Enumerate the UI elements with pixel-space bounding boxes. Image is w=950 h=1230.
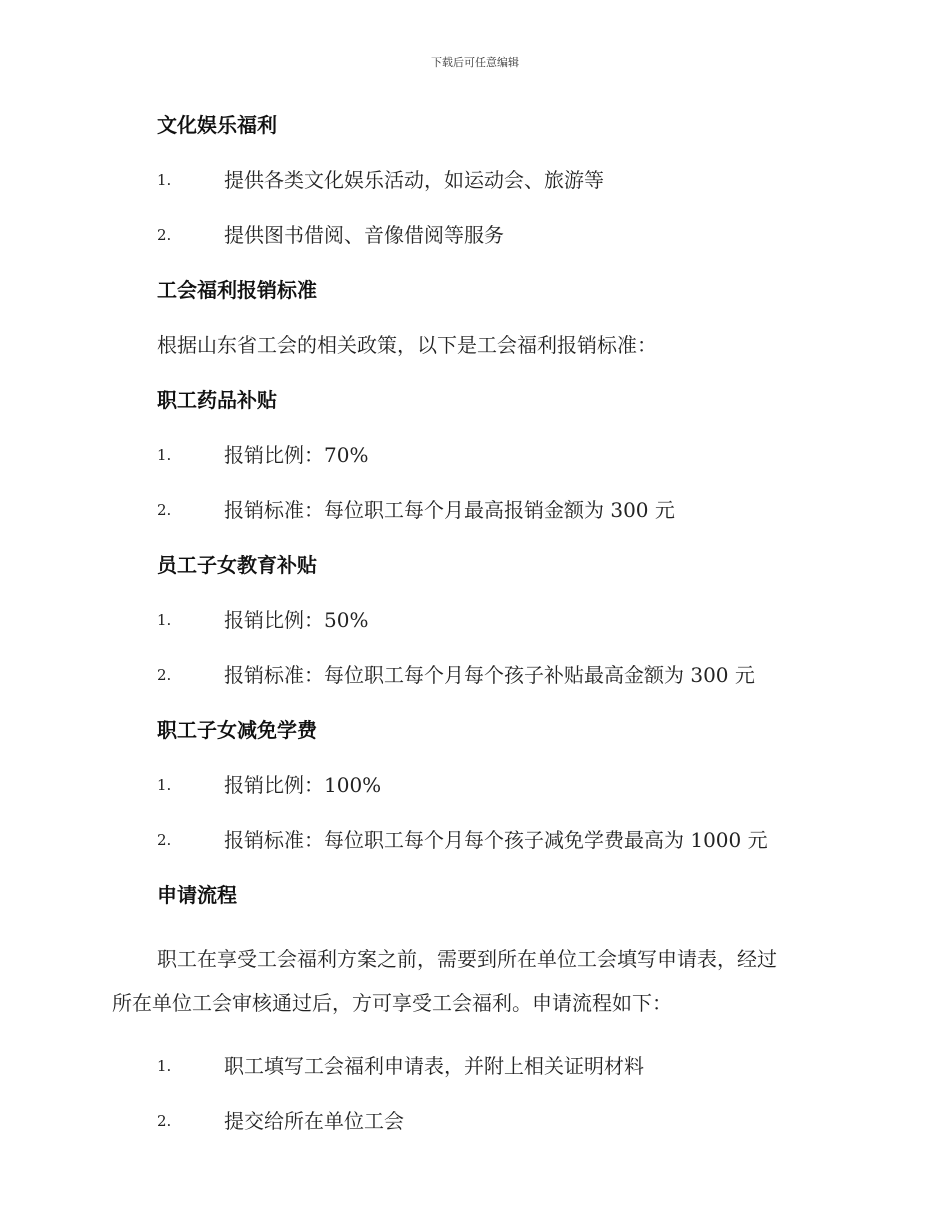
apply-paragraph-line-1: 职工在享受工会福利方案之前，需要到所在单位工会填写申请表，经过 xyxy=(157,947,777,971)
list-text: 报销比例：70% xyxy=(224,443,369,467)
list-number: 1. xyxy=(157,1057,172,1075)
list-item xyxy=(0,222,950,249)
list-item xyxy=(0,167,950,194)
section-title-education: 员工子女教育补贴 xyxy=(157,553,317,577)
section-title-medicine: 职工药品补贴 xyxy=(157,388,277,412)
list-item xyxy=(0,607,950,634)
list-item xyxy=(0,827,950,854)
list-item xyxy=(0,772,950,799)
section-title-apply: 申请流程 xyxy=(157,883,237,907)
list-number: 1. xyxy=(157,776,172,794)
reimburse-intro: 根据山东省工会的相关政策，以下是工会福利报销标准： xyxy=(157,333,657,357)
list-text: 提供图书借阅、音像借阅等服务 xyxy=(224,223,504,247)
list-number: 2. xyxy=(157,501,172,519)
list-number: 1. xyxy=(157,446,172,464)
list-item xyxy=(0,1108,950,1135)
section-title-reimburse: 工会福利报销标准 xyxy=(157,278,317,302)
list-text: 报销标准：每位职工每个月每个孩子补贴最高金额为 300 元 xyxy=(224,663,755,687)
page-header: 下载后可任意编辑 xyxy=(431,56,519,69)
apply-paragraph xyxy=(0,937,842,1025)
list-item xyxy=(0,442,950,469)
list-number: 1. xyxy=(157,171,172,189)
list-text: 报销比例：50% xyxy=(224,608,369,632)
list-text: 报销标准：每位职工每个月最高报销金额为 300 元 xyxy=(224,498,675,522)
list-number: 2. xyxy=(157,226,172,244)
list-number: 1. xyxy=(157,611,172,629)
apply-paragraph-line-2: 所在单位工会审核通过后，方可享受工会福利。申请流程如下： xyxy=(112,991,672,1015)
list-text: 提交给所在单位工会 xyxy=(224,1109,404,1133)
list-text: 提供各类文化娱乐活动，如运动会、旅游等 xyxy=(224,168,604,192)
list-number: 2. xyxy=(157,831,172,849)
list-text: 报销比例：100% xyxy=(224,773,382,797)
list-item xyxy=(0,497,950,524)
section-title-culture: 文化娱乐福利 xyxy=(157,113,277,137)
list-text: 职工填写工会福利申请表，并附上相关证明材料 xyxy=(224,1054,644,1078)
list-text: 报销标准：每位职工每个月每个孩子减免学费最高为 1000 元 xyxy=(224,828,768,852)
list-item xyxy=(0,662,950,689)
list-number: 2. xyxy=(157,666,172,684)
section-title-tuition: 职工子女减免学费 xyxy=(157,718,317,742)
list-number: 2. xyxy=(157,1112,172,1130)
list-item xyxy=(0,1053,950,1080)
document-body xyxy=(0,112,950,1163)
